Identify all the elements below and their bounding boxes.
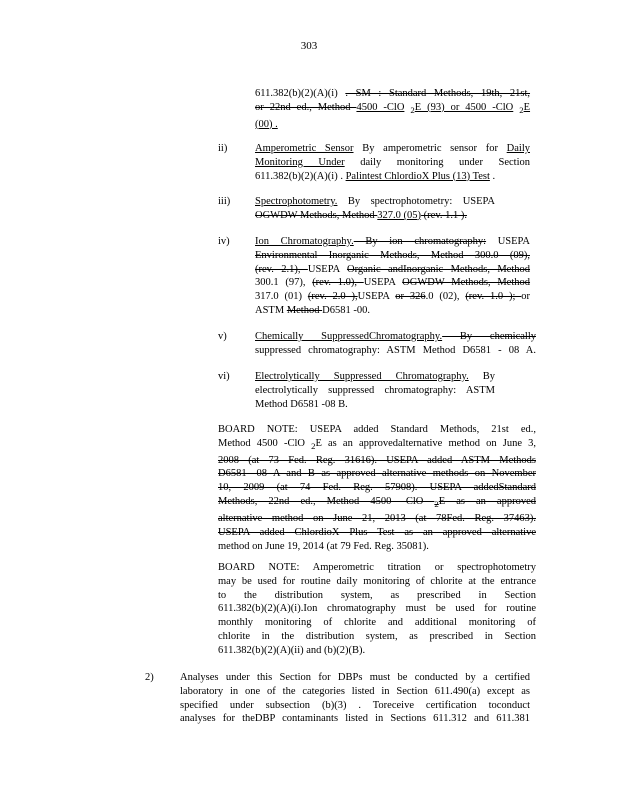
item-v-text: Chemically SuppressedChromatography. By chemically suppressed chromatography: ASTM Method D6581 - 08 A. (255, 331, 536, 356)
item-vi-text: Electrolytically Suppressed Chromatography. By electrolytically suppressed chromatography: ASTM Method D6581 -08 B. (255, 371, 495, 410)
item-iii-label: iii) (218, 196, 231, 207)
item-iii-text: Spectrophotometry. By spectrophotometry: USEPA OGWDW Methods, Method 327.0 (05) (rev. 1.1 ). (255, 196, 495, 221)
item-i-line-1: 611.382(b)(2)(A)(i) . SM : Standard Methods, 19th, 21st, (255, 88, 531, 99)
item-vi-label: vi) (218, 371, 230, 382)
board-note-1: BOARD NOTE: USEPA added Standard Methods, 21st ed., Method 4500 -ClO $_2$E as an approvedalternative method on June 3, 2008 (at 73 Fed. Reg. 31616). USEPA added ASTM Methods D6581 -08 A and B as approved alternative methods on November 10, 2009 (at 74 Fed. Reg. 57908). USEPA addedStandard Methods, 22nd ed., Method 4500 -ClO $_2$E as an approved alternative method on June 21, 2013 (at 78Fed. Reg. 37463). USEPA added ChlordioX Plus Test as an approved alternative method on June 19, 2014 (at 79 Fed. Reg. 35081). (218, 424, 537, 552)
page-number: 303 (300, 40, 318, 52)
item-2-text: Analyses under this Section for DBPs must be conducted by a certified laboratory in one of the categories listed in Section 611.490(a) except as specified under subsection (b)(3) . Toreceive certification toconduct analyses for theDBP contaminants listed in Sections 611.312 and 611.381 (180, 672, 530, 725)
item-iv-text: Ion Chromatography. By ion chromatography: USEPA Environmental Inorganic Methods, Method 300.0 (09), (rev. 2.1), USEPA Organic andInorganic Methods, Method 300.1 (97), (rev. 1.0), USEPA OGWDW Methods, Method 317.0 (01) (rev. 2.0 ),USEPA or 326.0 (02), (rev. 1.0 ); or ASTM Method D6581 -00. (255, 236, 531, 316)
item-ii-text: Amperometric Sensor By amperometric sensor for Daily Monitoring Under daily monitoring under Section 611.382(b)(2)(A)(i) . Palintest ChlordioX Plus (13) Test . (255, 143, 531, 182)
board-note-2: BOARD NOTE: Amperometric titration or spectrophotometry may be used for routine daily monitoring of chlorite at the entrance to the distribution system, as prescribed in Section 611.382(b)(2)(A)(i).Ion chromatography must be used for routine monthly monitoring of chlorite and additional monitoring of chlorite in the distribution system, as prescribed in Section 611.382(b)(2)(A)(ii) and (b)(2)(B). (218, 562, 536, 656)
item-i-line-3: (00) . (255, 118, 278, 130)
item-2-label: 2) (145, 672, 154, 683)
item-iv-label: iv) (218, 236, 230, 247)
item-v-label: v) (218, 331, 227, 342)
item-i-continuation (255, 87, 530, 131)
item-ii-label: ii) (218, 143, 228, 154)
item-i-line-2: or 22nd ed., Method 4500 -ClO $_2$E (93) or 4500 -ClO $_2$E (255, 101, 531, 115)
